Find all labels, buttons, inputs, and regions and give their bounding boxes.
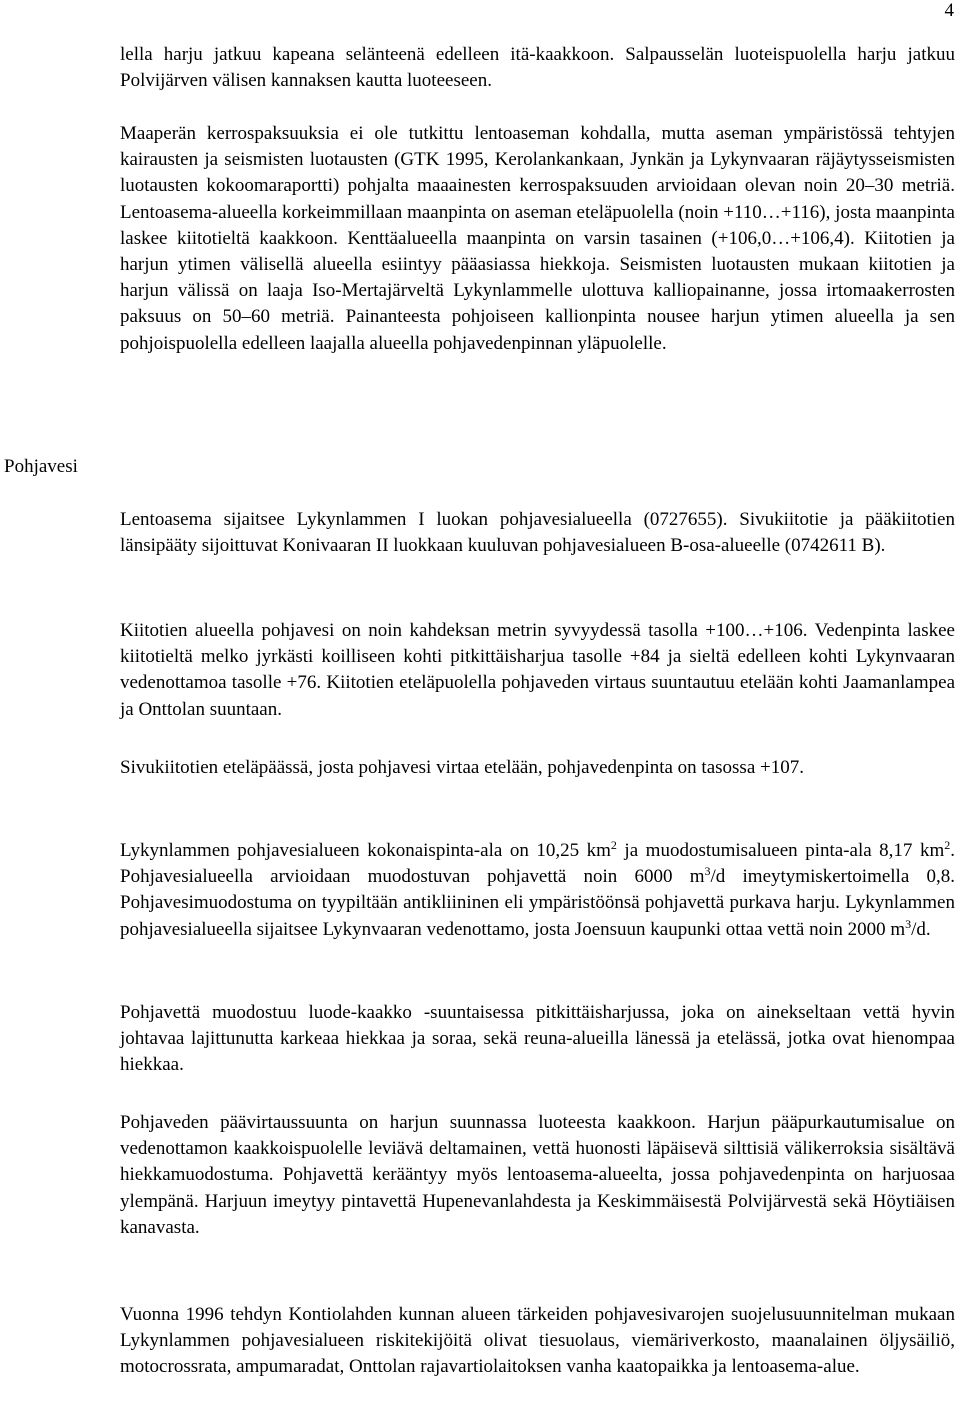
superscript: 3 (704, 864, 711, 879)
section-heading-pohjavesi: Pohjavesi (4, 456, 78, 477)
superscript: 2 (610, 838, 617, 852)
paragraph-paavirtaussuunta: Pohjaveden päävirtaussuunta on harjun suunnassa luoteesta kaakkoon. Harjun pääpurkautumisalue on vedenottamon kaakkoispuolelle leviävä deltamainen, vettä huonosti läpäisevä silttisiä välikerroksia sisältävä hiekkamuodostuma. Pohjavettä kerääntyy myös lentoasema-alueelta, jossa pohjavedenpinta on harjuosaa ylempänä. Harjuun imeytyy pintavettä Hupenevanlahdesta ja Keskimmäisestä Polvijärvestä sekä Höytiäisen kanavasta. (120, 1112, 955, 1238)
paragraph-sivukiitotie: Sivukiitotien eteläpäässä, josta pohjavesi virtaa etelään, pohjavedenpinta on tasossa +107. (120, 757, 804, 778)
paragraph-harju-continuation: lella harju jatkuu kapeana selänteenä edelleen itä-kaakkoon. Salpausselän luoteispuolella harju jatkuu Polvijärven välisen kannaksen kautta luoteeseen. (120, 44, 955, 92)
text-segment: . Pohjavesialueella arvioidaan muodostuvan pohjavettä noin 6000 m (120, 840, 955, 888)
paragraph-pohjaveden-muodostuminen: Pohjavettä muodostuu luode-kaakko -suuntaisessa pitkittäisharjussa, joka on ainekseltaan vettä hyvin johtavaa lajittunutta karkeaa hiekkaa ja soraa, sekä reuna-alueilla länessä ja etelässä, jotka ovat hienompaa hiekkaa. (120, 1002, 955, 1076)
text-segment: ja muodostumisalueen pinta-ala 8,17 km (616, 840, 945, 861)
paragraph-kiitotien-pohjavesi: Kiitotien alueella pohjavesi on noin kahdeksan metrin syvyydessä tasolla +100…+106. Vedenpinta laskee kiitotieltä melko jyrkästi koilliseen kohti pitkittäisharjua tasolle +84 ja sieltä edelleen kohti Lykynvaaran vedenottamoa tasolle +76. Kiitotien eteläpuolella pohjaveden virtaus suuntautuu etelään kohti Jaamanlampea ja Onttolan suuntaan. (120, 620, 955, 720)
page-number: 4 (944, 0, 954, 21)
paragraph-riskitekijat: Vuonna 1996 tehdyn Kontiolahden kunnan alueen tärkeiden pohjavesivarojen suojelusuunnitelman mukaan Lykynlammen pohjavesialueen riskitekijöitä olivat tiesuolaus, viemäriverkosto, maanalainen öljysäiliö, motocrossrata, ampumaradat, Onttolan rajavartiolaitoksen vanha kaatopaikka ja lentoasema-alue. (120, 1304, 955, 1378)
superscript: 3 (905, 916, 912, 931)
text-segment: Lykynlammen pohjavesialueen kokonaispinta-ala on 10,25 km (120, 840, 611, 861)
text-segment: /d. (911, 918, 931, 940)
superscript: 2 (944, 838, 951, 852)
paragraph-pohjavesialue: Lentoasema sijaitsee Lykynlammen I luokan pohjavesialueella (0727655). Sivukiitotie ja pääkiitotien länsipääty sijoittuvat Konivaaran II luokkaan kuuluvan pohjavesialueen B-osa-alueelle (0742611 B). (120, 509, 955, 557)
paragraph-pinta-ala (120, 838, 955, 943)
paragraph-maaperan-kerrospaksuus: Maaperän kerrospaksuuksia ei ole tutkittu lentoaseman kohdalla, mutta aseman ympäristössä tehtyjen kairausten ja seismisten luotausten (GTK 1995, Kerolankankaan, Jynkän ja Lykynvaaran räjäytysseismisten luotausten kokoomaraportti) pohjalta maaainesten kerrospaksuuden arvioidaan olevan noin 20–30 metriä. Lentoasema-alueella korkeimmillaan maanpinta on aseman eteläpuolella (noin +110…+116), josta maanpinta laskee kiitotieltä kaakkoon. Kenttäalueella maanpinta on varsin tasainen (+106,0…+106,4). Kiitotien ja harjun ytimen välisellä alueella esiintyy pääasiassa hiekkoja. Seismisten luotausten mukaan kiitotien ja harjun välissä on laaja Iso-Mertajärveltä Lykynlammelle ulottuva kalliopainanne, jossa irtomaakerrosten paksuus on 50–60 metriä. Painanteesta pohjoiseen kallionpinta nousee harjun ytimen alueella ja sen pohjoispuolella edelleen laajalla alueella pohjavedenpinnan yläpuolelle. (120, 123, 955, 354)
text-segment: /d imeytymiskertoimella 0,8. Pohjavesimuodostuma on tyypiltään antikliininen eli ympäristöönsä pohjavettä purkava harju. Lykynlammen pohjavesialueella sijaitsee Lykynvaaran vedenottamo, josta Joensuun kaupunki ottaa vettä noin 2000 m (120, 866, 955, 940)
